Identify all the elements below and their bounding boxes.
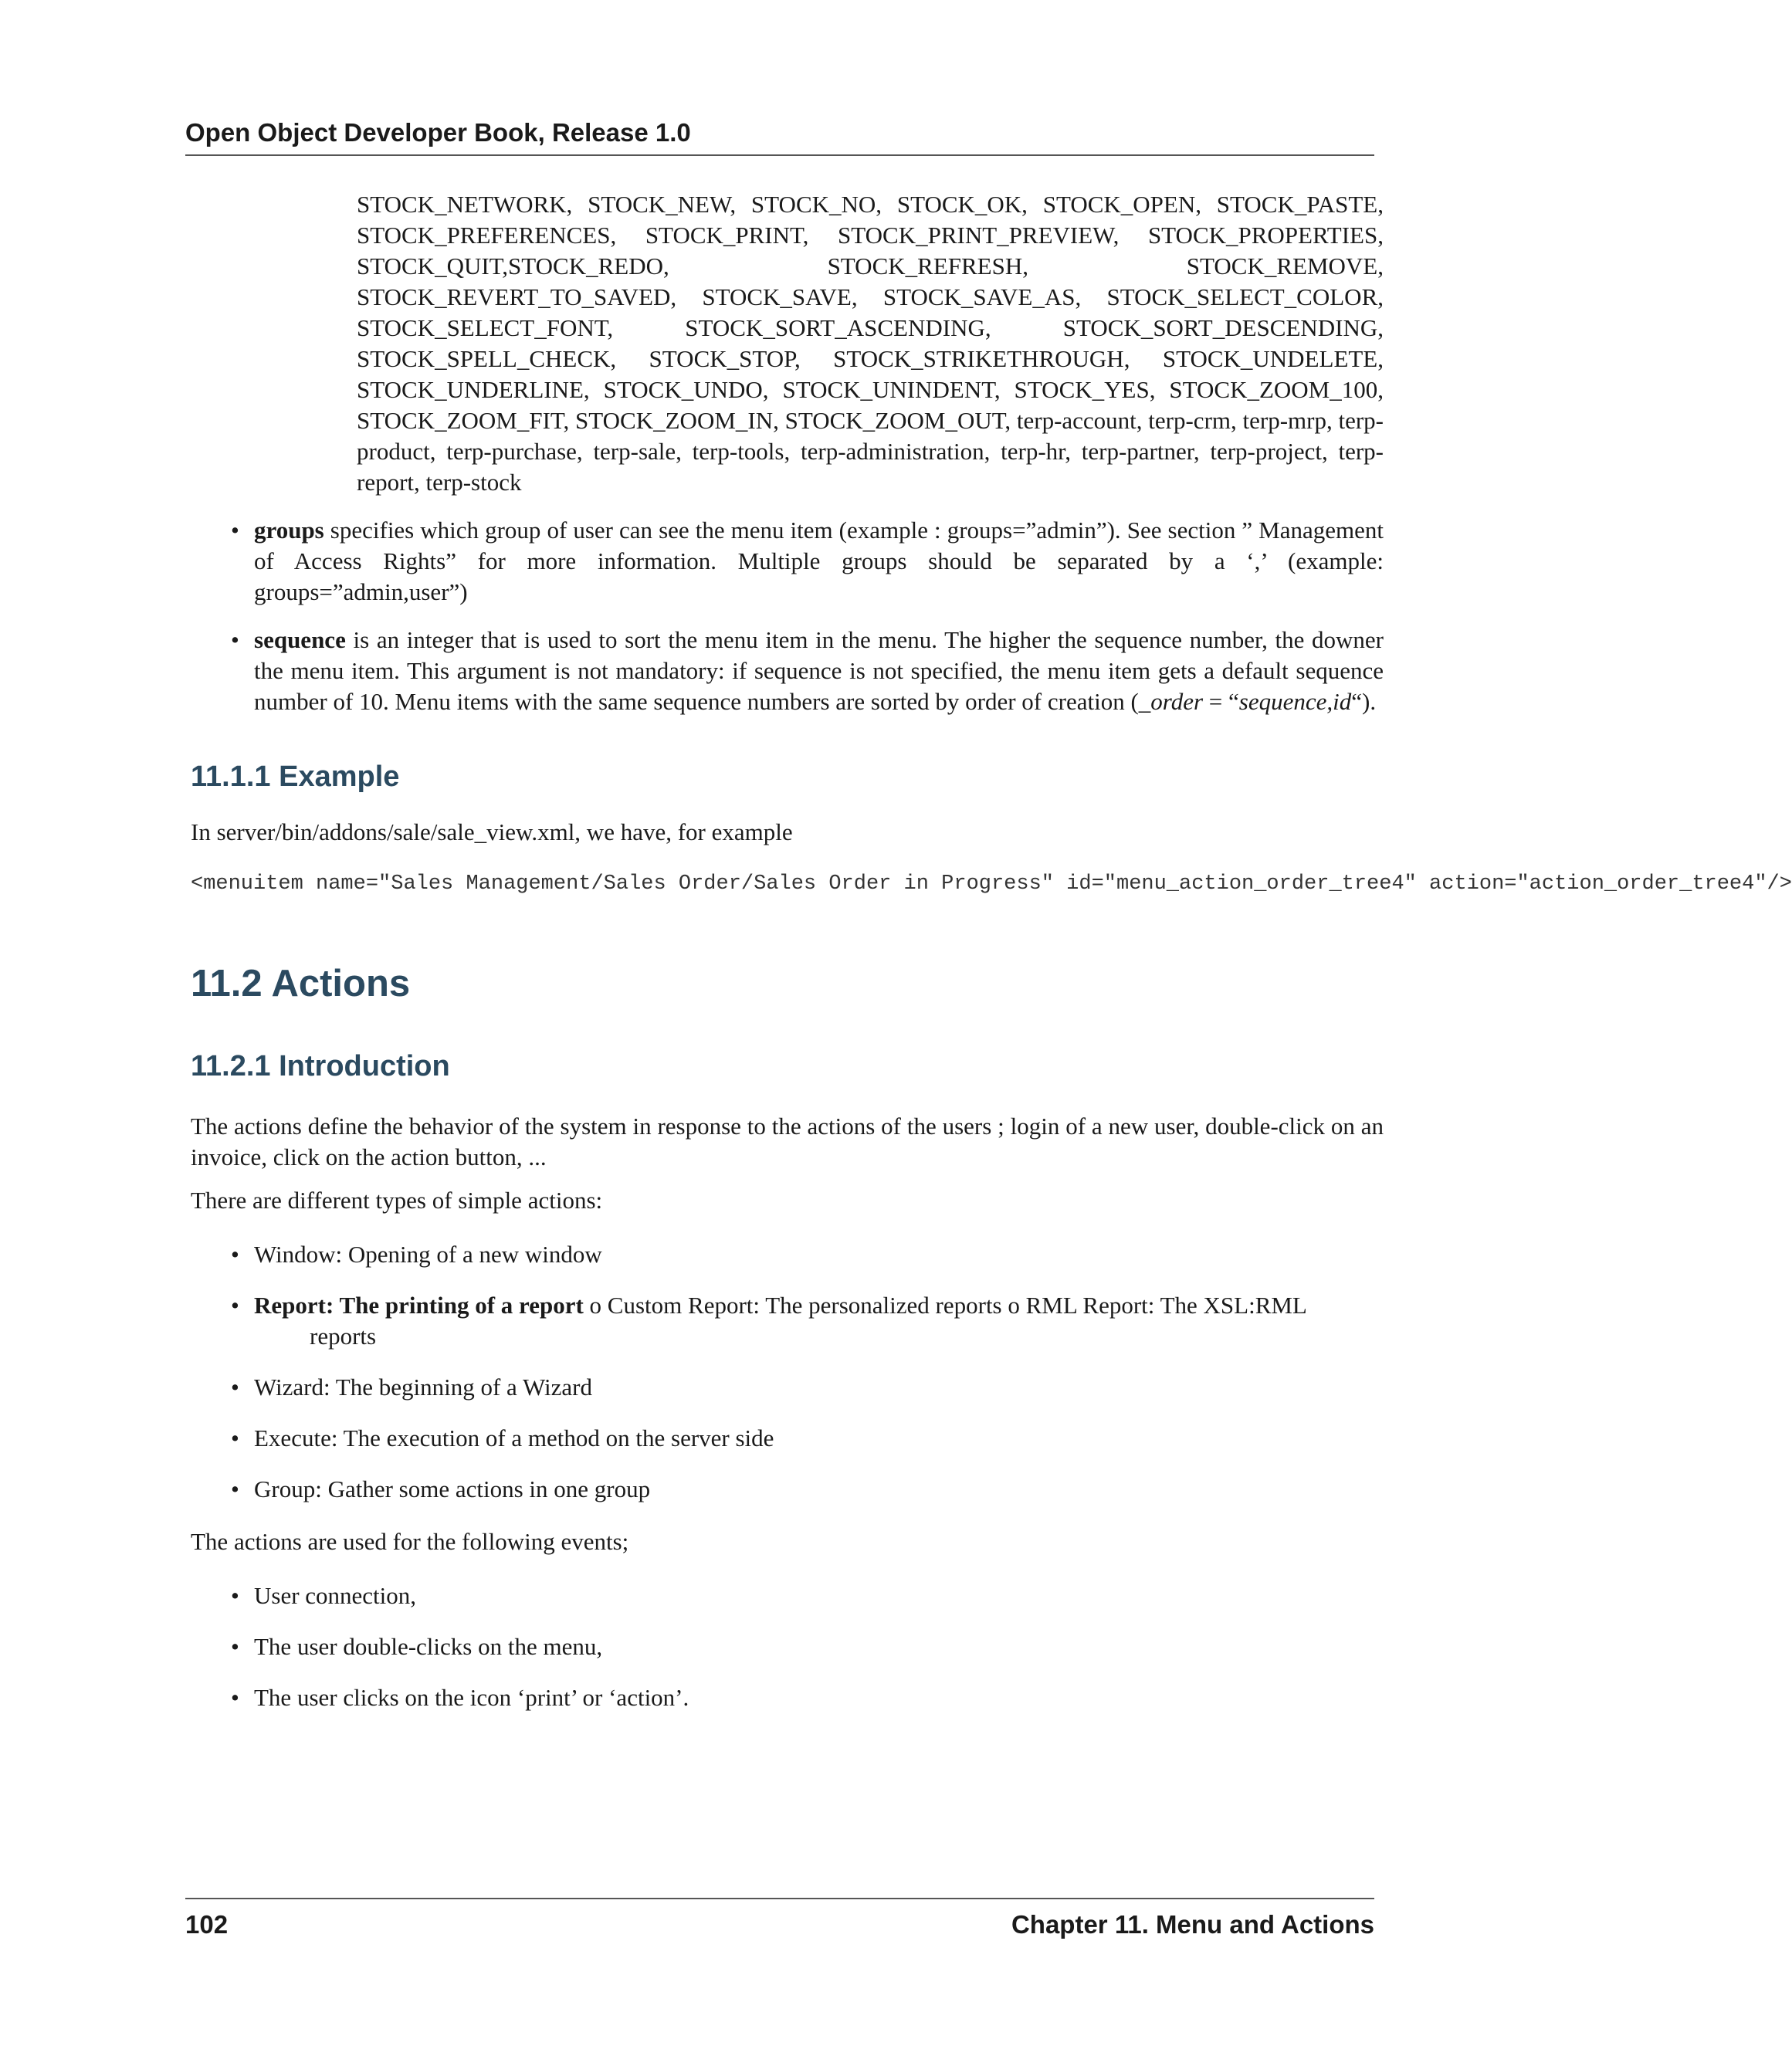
list-item-report [191, 1290, 1384, 1352]
report-subtypes: o Custom Report: The personalized reports o RML Report: The XSL:RML [583, 1292, 1307, 1319]
list-item-event-2: • The user double-clicks on the menu, [191, 1631, 1384, 1662]
running-header [185, 116, 1374, 156]
list-item-window: • Window: Opening of a new window [191, 1239, 1384, 1270]
sequence-id-emphasis: sequence,id [1238, 688, 1352, 715]
menuitem-attributes-list [191, 515, 1384, 717]
heading-11-2-1: 11.2.1 Introduction [191, 1050, 450, 1082]
chapter-title: Chapter 11. Menu and Actions [1011, 1910, 1374, 1939]
action-types-list [191, 1239, 1384, 1505]
list-item-group: • Group: Gather some actions in one group [191, 1474, 1384, 1505]
page-number: 102 [185, 1910, 229, 1939]
events-intro: The actions are used for the following events; [191, 1528, 629, 1555]
sequence-end: “). [1351, 688, 1377, 715]
example-intro: In server/bin/addons/sale/sale_view.xml, we have, for example [191, 818, 793, 845]
running-footer [185, 1898, 1374, 1946]
sequence-description: is an integer that is used to sort the menu item in the menu. The higher the sequence number, the downer the menu item. This argument is not mandatory: if sequence is not specified, the menu item gets a default sequence number of 10. Menu items with the same sequence numbers are sorted by order of creation ( [254, 626, 1384, 715]
code-block: <menuitem name="Sales Management/Sales Order/Sales Order in Progress" id="menu_action_order_tree4" action="action_order_tree4"/> [191, 872, 1792, 896]
term-sequence: sequence [254, 626, 346, 653]
list-item-event-1: • User connection, [191, 1580, 1384, 1611]
report-label: Report: The printing of a report [254, 1292, 584, 1319]
list-item-sequence [191, 625, 1384, 717]
list-item-event-3: • The user clicks on the icon ‘print’ or ‘action’. [191, 1682, 1384, 1713]
page-content [191, 189, 1792, 1733]
book-title: Open Object Developer Book, Release 1.0 [185, 118, 691, 147]
report-subtypes-cont: reports [310, 1323, 377, 1350]
stock-icon-list: STOCK_NETWORK, STOCK_NEW, STOCK_NO, STOCK_OK, STOCK_OPEN, STOCK_PASTE, STOCK_PREFERENCES, STOCK_PRINT, STOCK_PRINT_PREVIEW, STOCK_PROPERTIES, STOCK_QUIT,STOCK_REDO, STOCK_REFRESH, STOCK_REMOVE, STOCK_REVERT_TO_SAVED, STOCK_SAVE, STOCK_SAVE_AS, STOCK_SELECT_COLOR, STOCK_SELECT_FONT, STOCK_SORT_ASCENDING, STOCK_SORT_DESCENDING, STOCK_SPELL_CHECK, STOCK_STOP, STOCK_STRIKETHROUGH, STOCK_UNDELETE, STOCK_UNDERLINE, STOCK_UNDO, STOCK_UNINDENT, STOCK_YES, STOCK_ZOOM_100, STOCK_ZOOM_FIT, STOCK_ZOOM_IN, STOCK_ZOOM_OUT, terp-account, terp-crm, terp-mrp, terp-product, terp-purchase, terp-sale, terp-tools, terp-administration, terp-hr, terp-partner, terp-project, terp-report, terp-stock [357, 191, 1384, 496]
term-groups: groups [254, 517, 324, 544]
list-item-groups [191, 515, 1384, 608]
heading-11-2: 11.2 Actions [191, 963, 411, 1004]
action-types-intro: There are different types of simple actions: [191, 1187, 603, 1214]
actions-intro-paragraph: The actions define the behavior of the system in response to the actions of the users ; login of a new user, double-click on an invoice, click on the action button, ... [191, 1113, 1384, 1170]
groups-description: specifies which group of user can see the menu item (example : groups=”admin”). See section ” Management of Access Rights” for more information. Multiple groups should be separated by a ‘,’ (example: groups=”admin,user”) [254, 517, 1384, 605]
sequence-mid: = “ [1203, 688, 1239, 715]
heading-11-1-1: 11.1.1 Example [191, 760, 400, 793]
list-item-execute: • Execute: The execution of a method on the server side [191, 1423, 1384, 1454]
list-item-wizard: • Wizard: The beginning of a Wizard [191, 1372, 1384, 1403]
events-list [191, 1580, 1384, 1713]
order-emphasis: _order [1138, 688, 1204, 715]
